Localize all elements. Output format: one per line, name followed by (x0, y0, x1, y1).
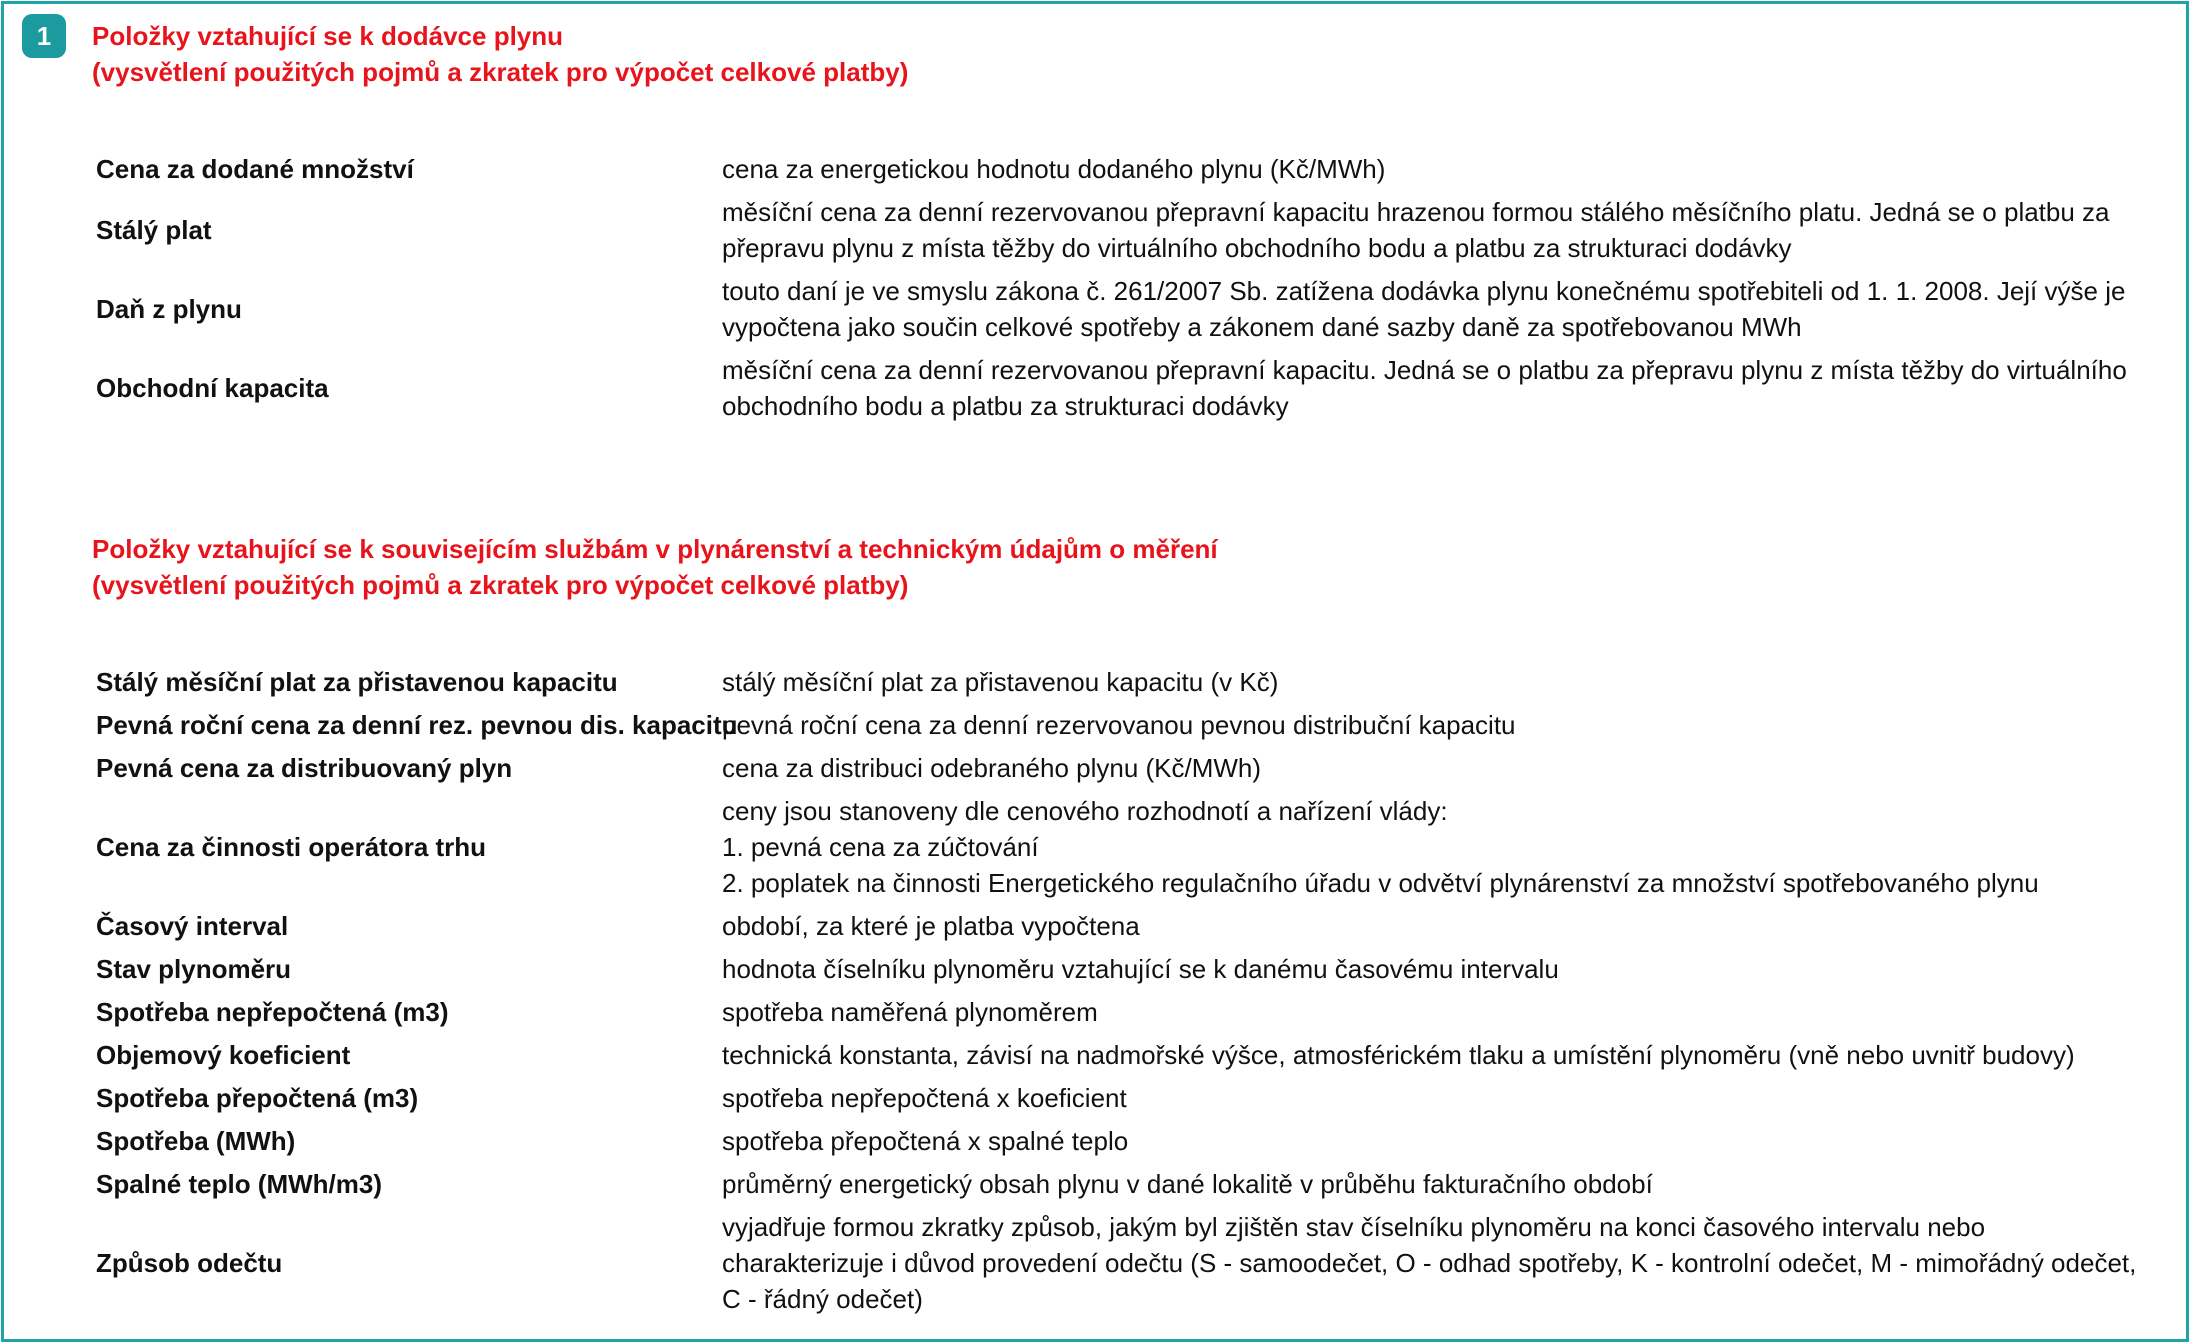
definition-term: Spotřeba (MWh) (96, 1126, 296, 1156)
definition-term: Cena za činnosti operátora trhu (96, 832, 487, 862)
description-line: cena za energetickou hodnotu dodaného plynu (Kč/MWh) (722, 154, 1386, 184)
definition-description (722, 793, 2166, 901)
definition-term: Obchodní kapacita (96, 373, 329, 403)
definition-description (722, 1080, 2166, 1116)
section2-definitions-table (96, 664, 2166, 1324)
definition-description (722, 707, 2166, 743)
description-line: období, za které je platba vypočtena (722, 911, 1140, 941)
definition-row (96, 750, 2166, 786)
description-line: obchodního bodu a platbu za strukturaci dodávky (722, 391, 1289, 421)
definition-term: Daň z plynu (96, 294, 242, 324)
section-number-badge: 1 (22, 14, 66, 58)
description-line: hodnota číselníku plynoměru vztahující se k danému časovému intervalu (722, 954, 1559, 984)
definition-row (96, 1037, 2166, 1073)
definition-description (722, 664, 2166, 700)
definition-row (96, 707, 2166, 743)
definition-description (722, 951, 2166, 987)
description-line: spotřeba přepočtená x spalné teplo (722, 1126, 1129, 1156)
definition-row (96, 664, 2166, 700)
description-line: měsíční cena za denní rezervovanou přepravní kapacitu. Jedná se o platbu za přepravu plynu z místa těžby do virtuálního (722, 355, 2127, 385)
definition-row (96, 793, 2166, 901)
definition-term: Způsob odečtu (96, 1248, 283, 1278)
definition-row (96, 194, 2166, 266)
description-line: 1. pevná cena za zúčtování (722, 832, 1039, 862)
definition-row (96, 1080, 2166, 1116)
description-line: vypočtena jako součin celkové spotřeby a zákonem dané sazby daně za spotřebovanou MWh (722, 312, 1802, 342)
definition-description (722, 1209, 2166, 1317)
definition-description (722, 194, 2166, 266)
definition-description (722, 908, 2166, 944)
description-line: touto daní je ve smyslu zákona č. 261/2007 Sb. zatížena dodávka plynu konečnému spotřebiteli od 1. 1. 2008. Její výše je (722, 276, 2126, 306)
definition-row (96, 352, 2166, 424)
section2-subtitle: (vysvětlení použitých pojmů a zkratek pro výpočet celkové platby) (92, 570, 909, 600)
description-line: pevná roční cena za denní rezervovanou pevnou distribuční kapacitu (722, 710, 1516, 740)
description-line: vyjadřuje formou zkratky způsob, jakým byl zjištěn stav číselníku plynoměru na konci časového intervalu nebo (722, 1212, 1986, 1242)
description-line: C - řádný odečet) (722, 1284, 923, 1314)
description-line: 2. poplatek na činnosti Energetického regulačního úřadu v odvětví plynárenství za množství spotřebovaného plynu (722, 868, 2039, 898)
description-line: charakterizuje i důvod provedení odečtu (S - samoodečet, O - odhad spotřeby, K - kontrolní odečet, M - mimořádný odečet, (722, 1248, 2137, 1278)
definition-term: Spotřeba přepočtená (m3) (96, 1083, 419, 1113)
section1-definitions-table (96, 151, 2166, 431)
description-line: měsíční cena za denní rezervovanou přepravní kapacitu hrazenou formou stálého měsíčního platu. Jedná se o platbu za (722, 197, 2110, 227)
definition-row (96, 1123, 2166, 1159)
definition-description (722, 1037, 2166, 1073)
definition-row (96, 908, 2166, 944)
section2-heading (92, 531, 1218, 603)
description-line: ceny jsou stanoveny dle cenového rozhodnotí a nařízení vlády: (722, 796, 1448, 826)
definition-row (96, 951, 2166, 987)
description-line: cena za distribuci odebraného plynu (Kč/MWh) (722, 753, 1262, 783)
definition-term: Spalné teplo (MWh/m3) (96, 1169, 382, 1199)
definition-description (722, 1166, 2166, 1202)
definition-description (722, 994, 2166, 1030)
definition-description (722, 151, 2166, 187)
definition-row (96, 1166, 2166, 1202)
section2-title: Položky vztahující se k souvisejícím službám v plynárenství a technickým údajům o měření (92, 534, 1218, 564)
section1-subtitle: (vysvětlení použitých pojmů a zkratek pro výpočet celkové platby) (92, 57, 909, 87)
section1-title: Položky vztahující se k dodávce plynu (92, 21, 564, 51)
definition-term: Stálý plat (96, 215, 212, 245)
description-line: stálý měsíční plat za přistavenou kapacitu (v Kč) (722, 667, 1279, 697)
description-line: spotřeba nepřepočtená x koeficient (722, 1083, 1127, 1113)
definition-row (96, 1209, 2166, 1317)
definition-row (96, 151, 2166, 187)
definition-row (96, 273, 2166, 345)
definition-description (722, 352, 2166, 424)
definition-term: Stálý měsíční plat za přistavenou kapacitu (96, 667, 618, 697)
definition-term: Pevná roční cena za denní rez. pevnou dis. kapacitu (96, 710, 738, 740)
definition-description (722, 273, 2166, 345)
description-line: přepravu plynu z místa těžby do virtuálního obchodního bodu a platbu za strukturaci dodávky (722, 233, 1792, 263)
definition-description (722, 750, 2166, 786)
section1-heading (92, 18, 908, 90)
definition-row (96, 994, 2166, 1030)
description-line: spotřeba naměřená plynoměrem (722, 997, 1098, 1027)
definition-description (722, 1123, 2166, 1159)
definition-term: Objemový koeficient (96, 1040, 351, 1070)
definition-term: Časový interval (96, 911, 289, 941)
definition-term: Cena za dodané množství (96, 154, 414, 184)
description-line: technická konstanta, závisí na nadmořské výšce, atmosférickém tlaku a umístění plynoměru (vně nebo uvnitř budovy) (722, 1040, 2075, 1070)
definition-term: Stav plynoměru (96, 954, 292, 984)
definition-term: Spotřeba nepřepočtená (m3) (96, 997, 449, 1027)
description-line: průměrný energetický obsah plynu v dané lokalitě v průběhu fakturačního období (722, 1169, 1653, 1199)
definition-term: Pevná cena za distribuovaný plyn (96, 753, 513, 783)
